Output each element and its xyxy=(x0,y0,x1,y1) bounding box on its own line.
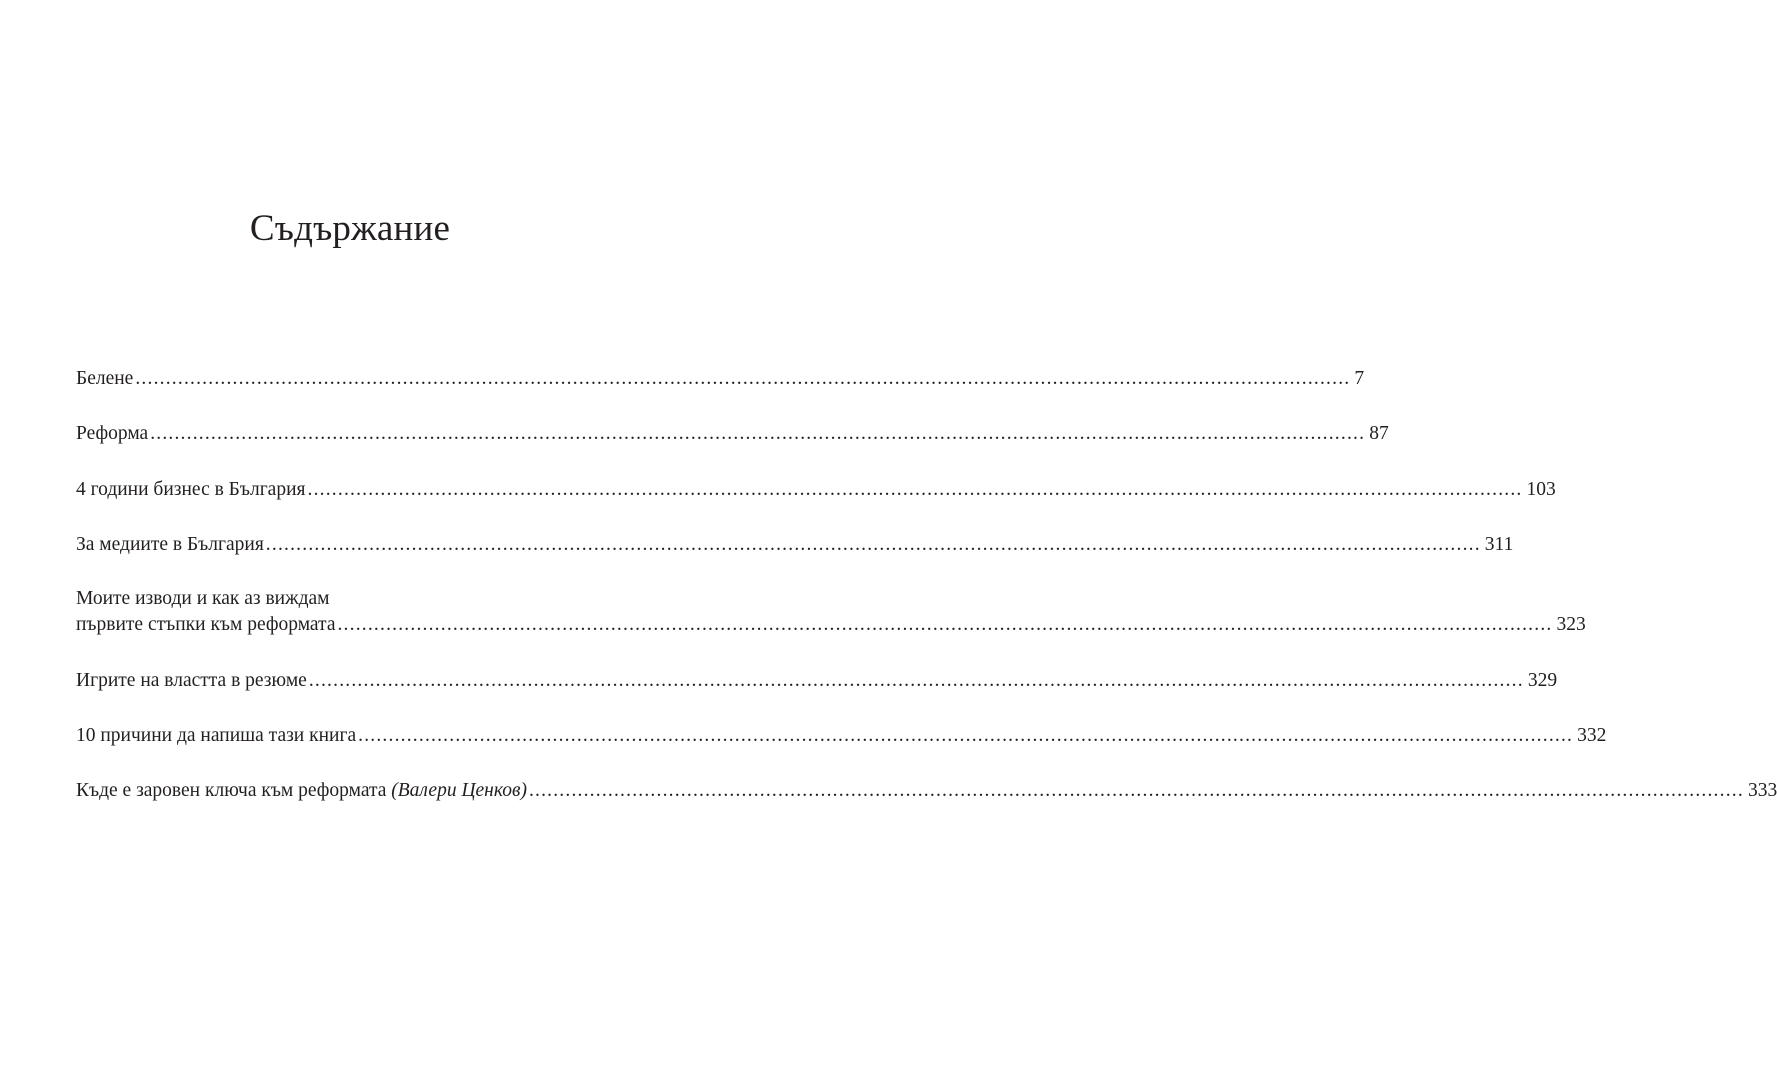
toc-entry-title-wrap xyxy=(76,778,529,804)
toc-entry[interactable] xyxy=(76,532,1514,558)
toc-entry-title: 4 години бизнес в България xyxy=(76,479,306,500)
toc-entry-title: Белене xyxy=(76,368,134,389)
toc-entry[interactable] xyxy=(76,366,1365,392)
toc-page-number: 311 xyxy=(1484,534,1514,555)
toc-page-number: 333 xyxy=(1747,780,1777,801)
toc-page-number: 332 xyxy=(1577,725,1607,746)
dot-leader: ........................................................................................................................................................................................................ xyxy=(308,670,1524,691)
toc-entry-title: първите стъпки към реформата xyxy=(76,614,336,635)
toc-entry-title: Къде е заровен ключа към реформата xyxy=(76,780,387,801)
dot-leader: ........................................................................................................................................................................................................ xyxy=(135,368,1351,389)
toc-page-number: 7 xyxy=(1354,368,1365,389)
toc-entry-author-note: (Валери Ценков) xyxy=(391,780,527,801)
toc-entry-title: Игрите на властта в резюме xyxy=(76,670,307,691)
dot-leader: ........................................................................................................................................................................................................ xyxy=(528,780,1744,801)
dot-leader: ........................................................................................................................................................................................................ xyxy=(307,479,1523,500)
toc-page-number: 323 xyxy=(1556,614,1586,635)
toc-entry-title: За медиите в България xyxy=(76,534,264,555)
toc-entry-title: Реформа xyxy=(76,423,149,444)
toc-page-number: 329 xyxy=(1527,670,1558,691)
dot-leader: ........................................................................................................................................................................................................ xyxy=(358,725,1574,746)
toc-page-number: 103 xyxy=(1526,479,1556,500)
toc-entry[interactable] xyxy=(76,778,1777,804)
toc-entry[interactable] xyxy=(76,668,1558,694)
toc-entry[interactable] xyxy=(76,477,1556,503)
dot-leader: ........................................................................................................................................................................................................ xyxy=(150,423,1366,444)
toc-title: Съдържание xyxy=(249,208,451,249)
toc-entry[interactable] xyxy=(76,421,1389,447)
dot-leader: ........................................................................................................................................................................................................ xyxy=(265,534,1481,555)
toc-entry[interactable] xyxy=(76,723,1607,749)
dot-leader: ........................................................................................................................................................................................................ xyxy=(337,614,1553,635)
toc-page-number: 87 xyxy=(1369,423,1389,444)
toc-entry-title: 10 причини да напиша тази книга xyxy=(76,725,357,746)
toc-entry[interactable] xyxy=(76,586,1586,638)
toc-entry-title-line1: Моите изводи и как аз виждам xyxy=(76,588,330,609)
